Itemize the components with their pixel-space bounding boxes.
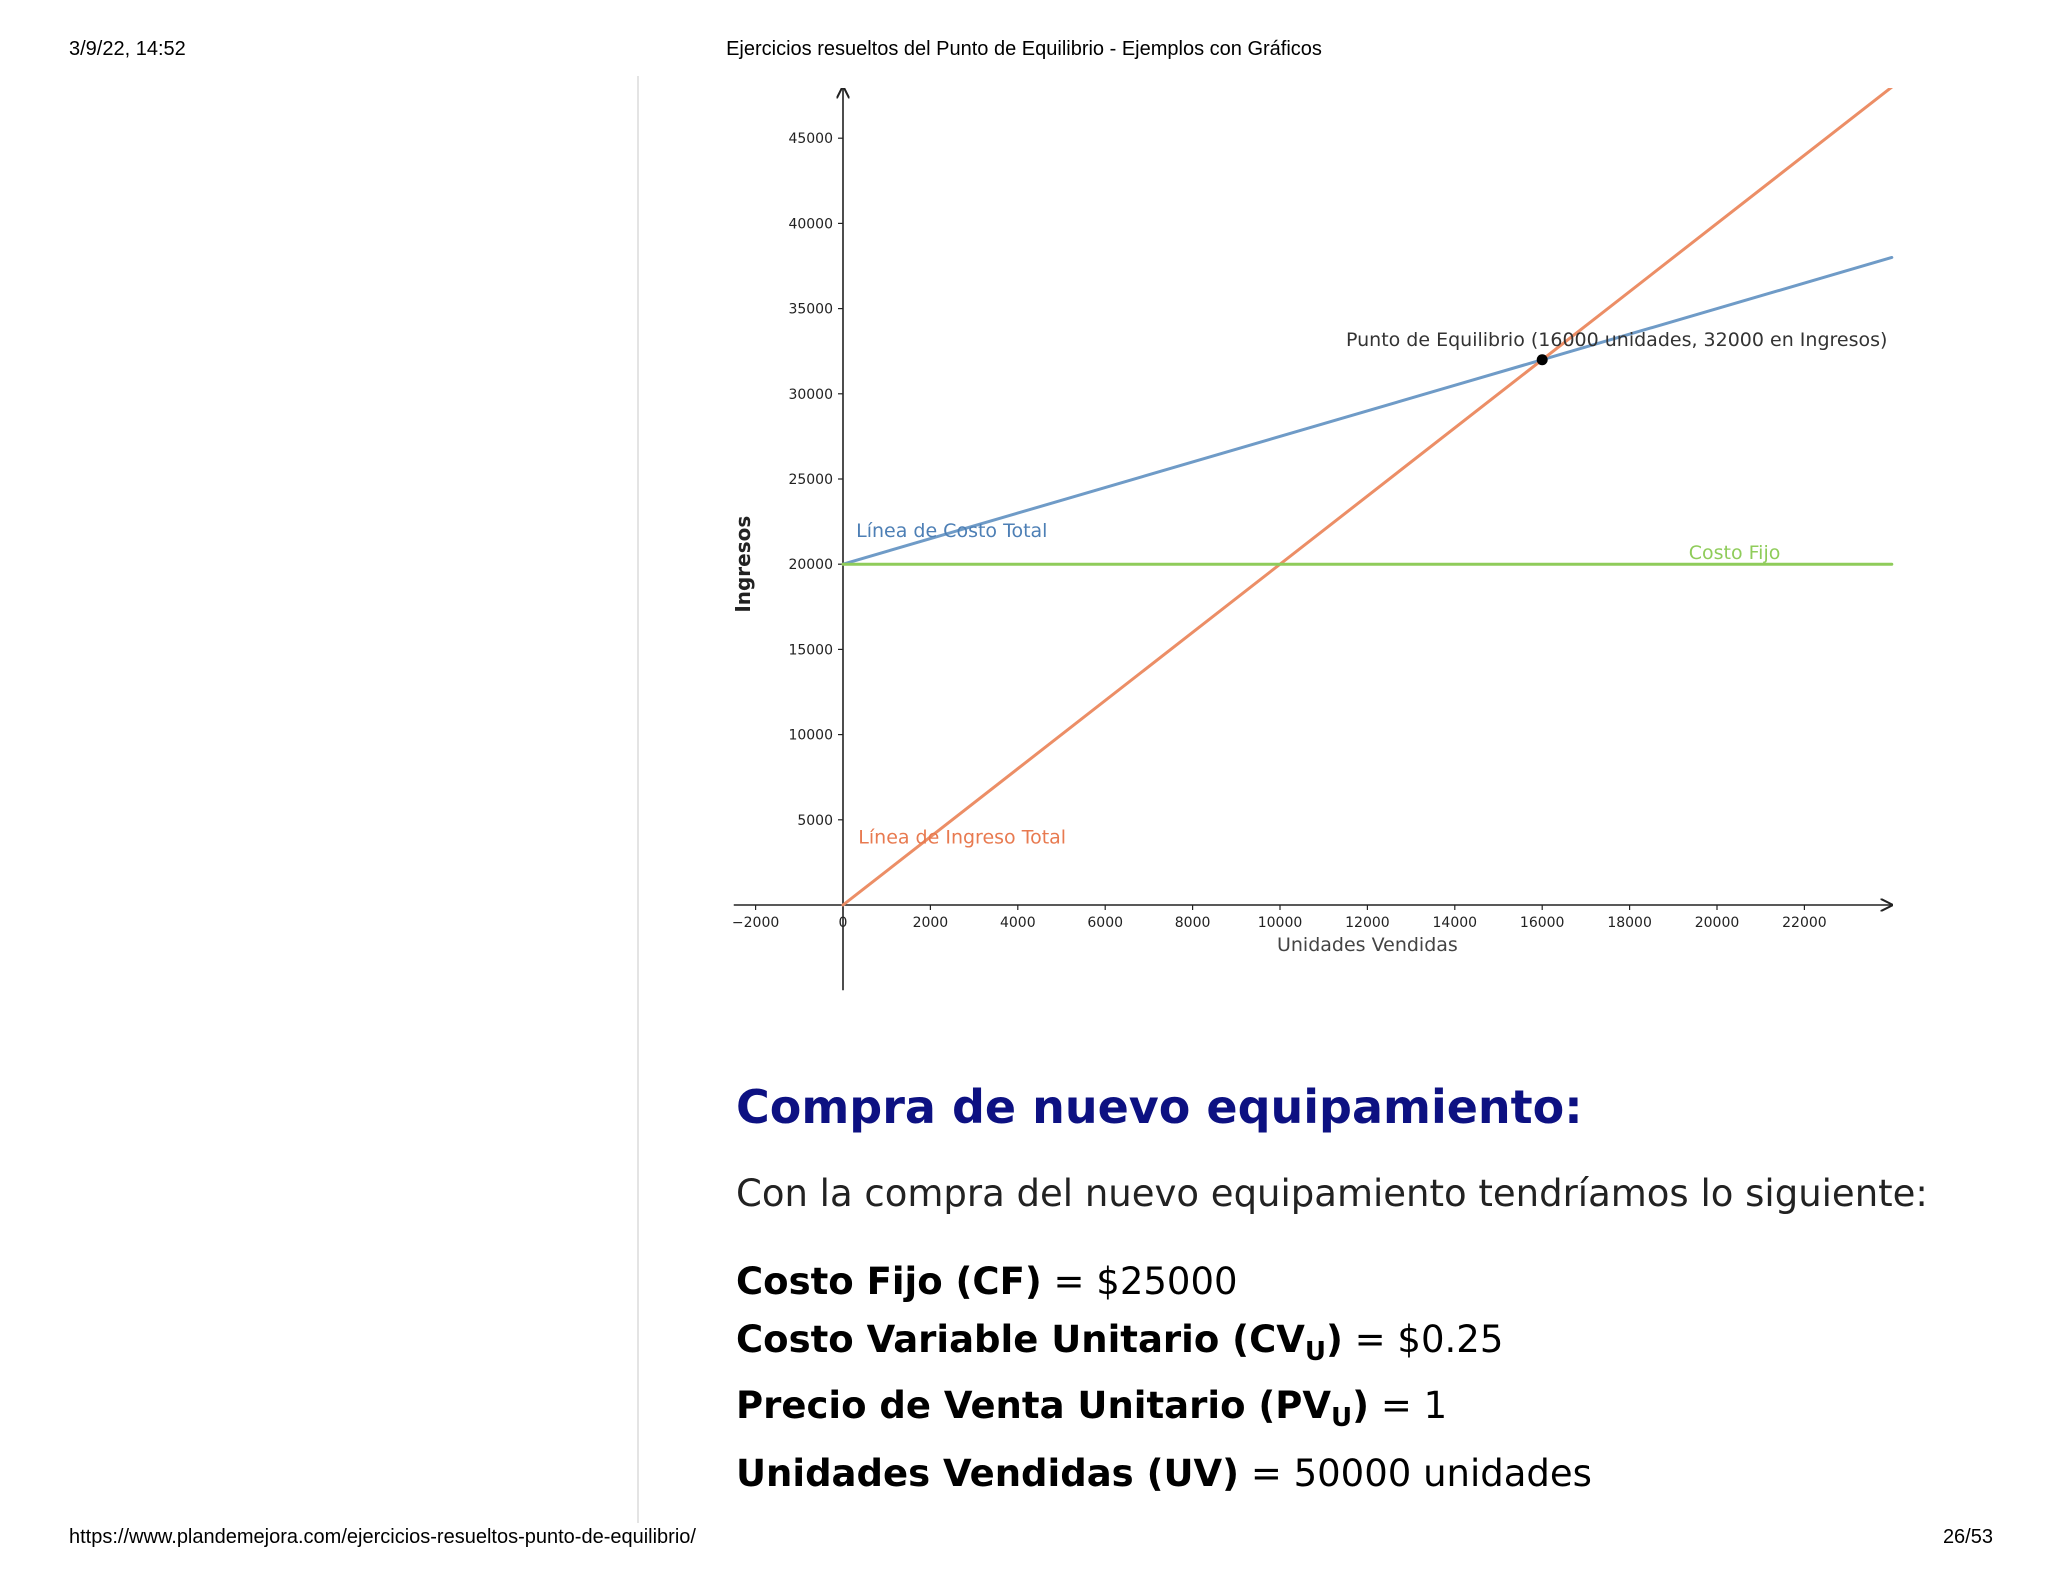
print-datetime: 3/9/22, 14:52	[69, 38, 186, 60]
y-tick-label: 25000	[788, 472, 833, 488]
intro-paragraph: Con la compra del nuevo equipamiento tendríamos lo siguiente:	[736, 1172, 1928, 1215]
y-axis-title: Ingresos	[731, 515, 755, 613]
break-even-chart	[720, 88, 1900, 1013]
total-cost-label: Línea de Costo Total	[856, 519, 1048, 542]
item-label-end: )	[1352, 1384, 1370, 1427]
print-page-title: Ejercicios resueltos del Punto de Equilibrio - Ejemplos con Gráficos	[726, 38, 1322, 60]
sidebar-divider	[637, 76, 639, 1523]
x-tick-label: 16000	[1519, 915, 1565, 931]
total-cost-line	[843, 257, 1892, 564]
chart-canvas	[720, 88, 1900, 1008]
print-page-number: 26/53	[1942, 1526, 1993, 1548]
x-tick-label: 18000	[1607, 915, 1652, 931]
fixed-cost-label: Costo Fijo	[1688, 542, 1781, 565]
total-revenue-line	[843, 88, 1892, 905]
x-tick-label: 6000	[1087, 915, 1124, 931]
series-layer	[843, 88, 1892, 905]
total-revenue-label: Línea de Ingreso Total	[858, 826, 1067, 849]
x-tick-label: 12000	[1345, 915, 1390, 931]
item-label: Costo Fijo (CF)	[736, 1260, 1042, 1303]
x-tick-label: 8000	[1174, 915, 1211, 931]
x-tick-label: 22000	[1782, 915, 1827, 931]
break-even-point	[1537, 354, 1548, 365]
print-url: https://www.plandemejora.com/ejercicios-resueltos-punto-de-equilibrio/	[69, 1526, 696, 1548]
item-value: = $25000	[1041, 1260, 1238, 1303]
x-tick-label: 2000	[912, 915, 949, 931]
y-tick-label: 5000	[797, 812, 833, 829]
label-layer	[856, 329, 1887, 849]
y-tick-label: 10000	[788, 727, 833, 744]
x-tick-label: 20000	[1694, 915, 1740, 931]
item-value: = $0.25	[1342, 1318, 1504, 1361]
break-even-label: Punto de Equilibrio (16000 unidades, 32000 en Ingresos)	[1345, 329, 1888, 352]
item-label: Precio de Venta Unitario (PV	[736, 1384, 1332, 1427]
unit-price-item	[736, 1384, 1447, 1433]
item-value: = 50000 unidades	[1239, 1452, 1592, 1495]
variable-cost-item	[736, 1318, 1503, 1367]
y-tick-label: 30000	[788, 386, 833, 403]
units-sold-item	[736, 1452, 1592, 1495]
x-tick-label: −2000	[731, 915, 780, 931]
x-tick-label: 10000	[1257, 915, 1303, 931]
y-tick-label: 45000	[788, 131, 833, 148]
item-label: Unidades Vendidas (UV)	[736, 1452, 1240, 1495]
item-value: = 1	[1369, 1384, 1448, 1427]
x-axis-title: Unidades Vendidas	[1276, 934, 1458, 956]
y-tick-label: 35000	[788, 301, 833, 318]
item-label-end: )	[1325, 1318, 1343, 1361]
y-tick-label: 15000	[788, 642, 833, 659]
fixed-cost-item	[736, 1260, 1238, 1303]
item-label: Costo Variable Unitario (CV	[736, 1318, 1305, 1361]
y-tick-layer	[788, 131, 843, 829]
x-tick-label: 14000	[1432, 915, 1478, 931]
section-heading: Compra de nuevo equipamiento:	[736, 1080, 1583, 1134]
y-tick-label: 40000	[788, 216, 833, 233]
y-tick-label: 20000	[788, 557, 833, 574]
item-subscript: U	[1304, 1337, 1326, 1367]
x-tick-label: 0	[838, 915, 848, 931]
item-subscript: U	[1331, 1403, 1353, 1433]
x-tick-label: 4000	[999, 915, 1036, 931]
